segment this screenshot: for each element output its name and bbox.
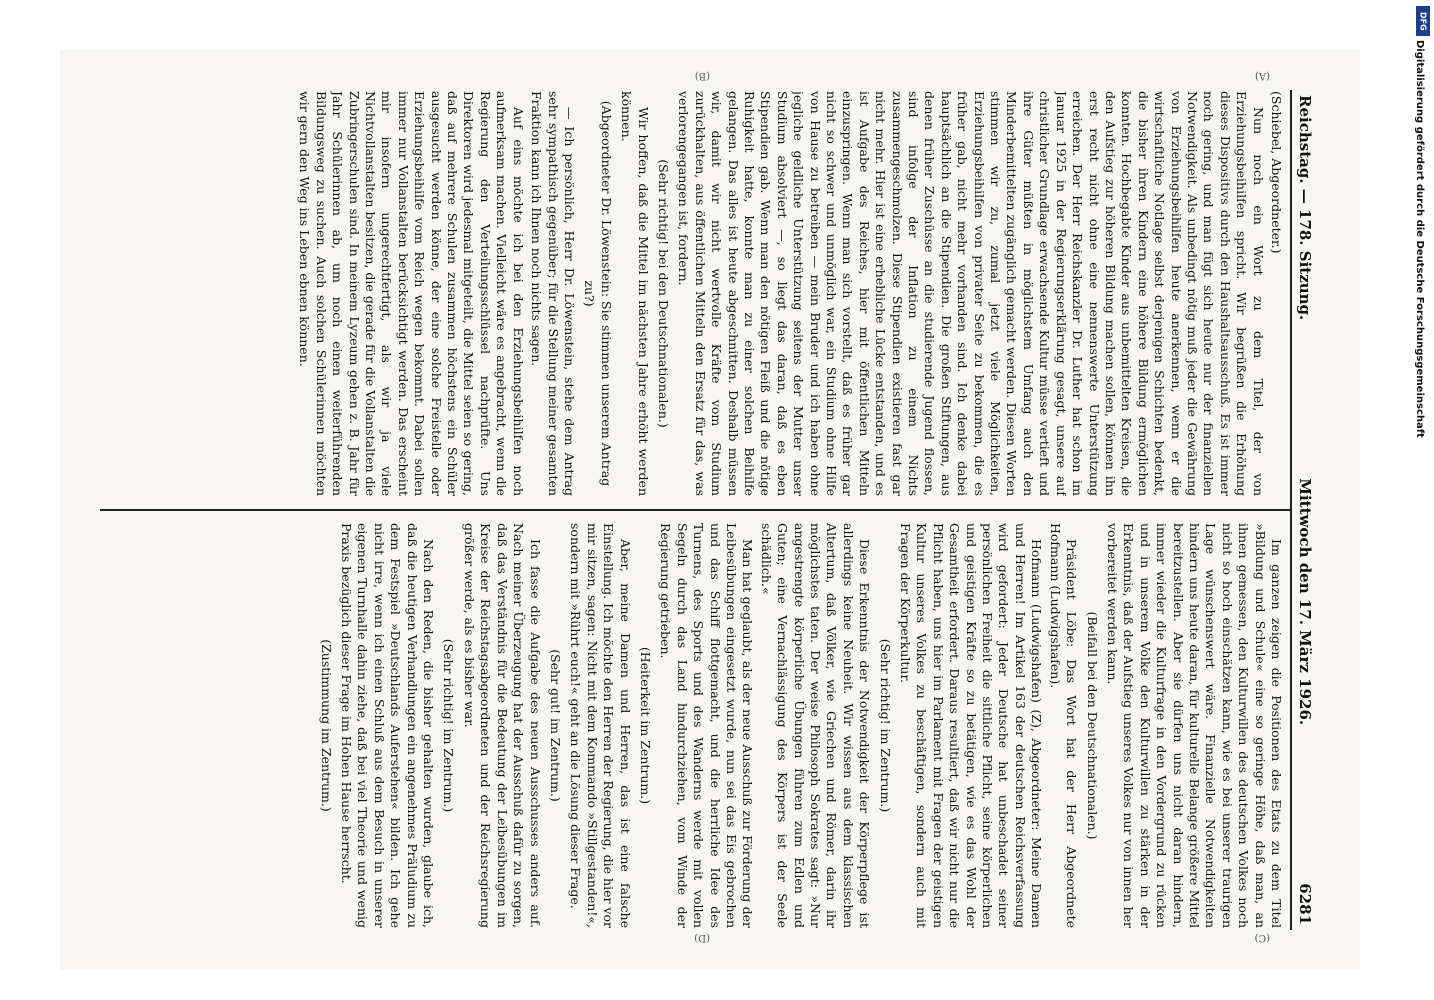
margin-marker-a: (A) (1254, 70, 1270, 81)
paragraph: Nun noch ein Wort zu dem Titel, der von Erziehungsbeihilfen spricht. Wir begrüßen die Erhöhung dieses Dispositivs durch den Haushaltsausschuß. Es ist immer noch gering, und man fügt sich heute nur der finanziellen Notwendigkeit. Als unbedingt nötig muß jeder die Gewährung von Erziehungsbeihilfen heute anerkennen, wenn er die wirtschaftliche Notlage selbst derjenigen Schichten bedenkt, die bisher ihren Kindern eine höhere Bildung ermöglichen konnten. Hochbegabte Kinder aus unbemittelten Kreisen, die den Aufstieg zur höheren Bildung machen sollen, können ihn erst recht nicht ohne eine nennenswerte Unterstützung erreichen. Der Herr Reichskanzler Dr. Luther hat schon im Januar 1925 in der Regierungserklärung gesagt, unsere auf christlicher Grundlage erwachsende Kultur müsse vertieft und ihre Güter müßten in möglichstem Umfang auch den Minderbemittelten zugänglich gemacht werden. Diesen Worten stimmen wir zu, zumal jetzt viele Möglichkeiten, Erziehungsbeihilfen von privater Seite zu bekommen, die es früher gab, nicht mehr vorhanden sind. Ich denke dabei hauptsächlich an die Stipendien. Die großen Stiftungen, aus denen früher Zuschüsse an die studierende Jugend flossen, sind infolge der Inflation zu einem Nichts zusammengeschmolzen. Diese Stipendien existieren fast gar nicht mehr. Hier ist eine erhebliche Lücke entstanden, und es ist Aufgabe des Reiches, hier mit öffentlichen Mitteln einzuspringen. Wenn man sich vorstellt, daß es früher gar nicht so schwer und unmöglich war, ein Studium ohne Hilfe von Hause zu betreiben — mein Bruder und ich haben ohne jegliche geldliche Unterstützung seitens der Mutter unser Studium absolviert —, so liegt das daran, daß es eben Stipendien gab. Wenn man den nötigen Fleiß und die nötige Ruhigkeit hatte, konnte man zu einer solchen Beihilfe gelangen. Das alles ist heute abgeschnitten. Deshalb müssen wir, damit wir nicht wertvolle Kräfte vom Studium zurückhalten, aus öffentlichen Mitteln den Ersatz für das, was verlorengegangen ist, fordern. (676, 91, 1266, 496)
margin-marker-d: (D) (694, 932, 710, 943)
interjection: (Beifall bei den Deutschnationalen.) (1084, 611, 1100, 840)
paragraph: Auf eins möchte ich bei den Erziehungsbeihilfen noch aufmerksam machen. Vielleicht wäre es angebracht, wenn die Regierung den Verteilungsschlüssel nachprüfte. Uns Direktoren wird jedesmal mitgeteilt, die Mittel seien so gering, daß auf mehrere Schulen zusammen höchstens ein Schüler ausgesucht werden könne, der eine solche Freistelle oder Erziehungsbeihilfe vom Reich wegen bekommt. Dabei sollen immer nur Vollanstalten berücksichtigt werden. Das erscheint mir insofern ungerechtfertigt, als wir ja viele Nichtvollanstalten besitzen, die gerade für die Vollanstalten die Zubringerschulen sind. In meinem Lyzeum gehen z. B. Jahr für Jahr Schülerinnen ab, um noch einen weiterführenden Bildungsweg zu suchen. Auch solchen Schülerinnen möchten wir gern den Weg ins Leben ebnen können. (297, 91, 526, 496)
interjection: (Zustimmung im Zentrum.) (318, 639, 334, 812)
paragraph: Im ganzen zeigen die Positionen des Etats zu dem Titel »Bildung und Schule« eine so geringe Höhe, daß man, an ihnen gemessen, den Kulturwillen des deutschen Volkes noch nicht so hoch einschätzen kann, wie es bei unserer traurigen Lage wünschenswert wäre. Finanzielle Notwendigkeiten hindern uns heute daran, für kulturelle Belange größere Mittel bereitzustellen. Aber sie dürfen uns nicht daran hindern, immer wieder die Kulturfrage in den Vordergrund zu rücken und in unserem Volke den Kulturwillen zu stärken in der Erkenntnis, daß der Aufstieg unseres Volkes nur von innen her vorbereitet werden kann. (1104, 523, 1284, 928)
interjection: (Abgeordneter Dr. Löwenstein: Sie stimmen unserem Antrag zu?) (582, 100, 614, 487)
dfg-logo (1416, 6, 1430, 36)
paragraph: Präsident Löbe: Das Wort hat der Herr Abgeordnete Hofmann (Ludwigshafen). (1047, 523, 1080, 928)
dfg-logo-text: DFG (1418, 11, 1428, 31)
interjection: (Sehr richtig! im Zentrum.) (441, 638, 457, 813)
digitization-caption-text: Digitalisierung gefördert durch die Deutsche Forschungsgemeinschaft (1414, 40, 1425, 438)
header-date: Mittwoch den 17. März 1926. (1296, 478, 1314, 726)
paragraph: Man hat geglaubt, als der neue Ausschuß zur Förderung der Leibesübungen eingesetzt wurde, nun sei das Eis gebrochen und das Schiff flottgemacht, und die herrliche Idee des Turnens, des Sports und des Wanderns werde mit vollen Segeln durch das Land hindurchziehen, vom Winde der Regierung getrieben. (658, 523, 756, 928)
right-text-column (100, 523, 1284, 928)
paragraph: Wir hoffen, daß die Mittel im nächsten Jahre erhöht werden können. (619, 91, 651, 496)
paragraph: Diese Erkenntnis der Notwendigkeit der Körperpflege ist allerdings keine Neuheit. Wir wissen aus dem klassischen Altertum, daß Völker, wie Griechen und Römer, darin ihr möglichstes taten. Der weise Philosoph Sokrates sagt: »Nur angestrengte körperliche Übungen führen zum Edlen und Guten; eine Vernachlässigung des Körpers ist der Seele schädlich.« (758, 523, 873, 928)
interjection: (Sehr richtig! im Zentrum.) (877, 638, 893, 813)
page-header (1296, 95, 1330, 925)
paragraph: Aber, meine Damen und Herren, das ist eine falsche Einstellung. Ich möchte den Herren der Regierung, die hier vor mir sitzen, sagen: Nicht mit dem Kommando »Stillgestanden!«, sondern mit »Rührt euch!« geht an die Lösung dieser Frage. (568, 523, 633, 928)
paragraph: Hofmann (Ludwigshafen) (Z), Abgeordneter: Meine Damen und Herren! Im Artikel 163 der deutschen Reichsverfassung wird gefordert: Jeder Deutsche hat unbeschadet seiner persönlichen Freiheit die sittliche Pflicht, seine körperlichen und geistigen Kräfte so zu betätigen, wie es das Wohl der Gesamtheit erfordert. Daraus resultiert, daß wir nicht nur die Pflicht haben, uns hier im Parlament mit Fragen der geistigen Kultur unseres Volkes zu beschäftigen, sondern auch mit Fragen der Körperkultur. (898, 523, 1045, 928)
scanned-page-area (60, 50, 1360, 970)
page-number: 6281 (1296, 883, 1314, 925)
margin-marker-c: (C) (1254, 932, 1270, 943)
paragraph: — Ich persönlich, Herr Dr. Löwenstein, stehe dem Antrag sehr sympathisch gegenüber; für die Stellung meiner gesamten Fraktion kann ich Ihnen noch nichts sagen. (529, 91, 577, 496)
interjection: (Heiterkeit im Zentrum.) (637, 646, 653, 805)
paragraph: Ich fasse die Aufgabe des neuen Ausschusses anders auf. Nach meiner Überzeugung hat der Ausschuß dafür zu sorgen, daß das Verständnis für die Bedeutung der Leibesübungen im Kreise der Reichstagsabgeordneten und der Reichsregierung größer werde, als es bisher war. (461, 523, 543, 928)
header-session: Reichstag. — 178. Sitzung. (1296, 95, 1314, 321)
margin-marker-b: (B) (694, 70, 710, 81)
digitization-caption (1414, 40, 1432, 600)
left-text-column (100, 91, 1284, 496)
column-divider (100, 509, 1292, 511)
paragraph: Nach den Reden, die bisher gehalten wurden, glaube ich, daß die heutigen Verhandlungen ein angenehmes Präludium zu dem Festspiel »Deutschlands Auferstehen« bilden. Ich gehe nicht irre, wenn ich einen Schluß aus dem Besuch in unserer eigenen Turnhalle dahin ziehe, daß bei viel Theorie und wenig Praxis bezüglich dieser Frage im Hohen Hause herrscht. (339, 523, 437, 928)
interjection: (Sehr gut! im Zentrum.) (547, 649, 563, 802)
paragraph: (Schiebel, Abgeordneter.) (1269, 91, 1284, 254)
rotated-newspaper-page (90, 70, 1330, 945)
interjection: (Sehr richtig! bei den Deutschnationalen.) (655, 159, 671, 428)
